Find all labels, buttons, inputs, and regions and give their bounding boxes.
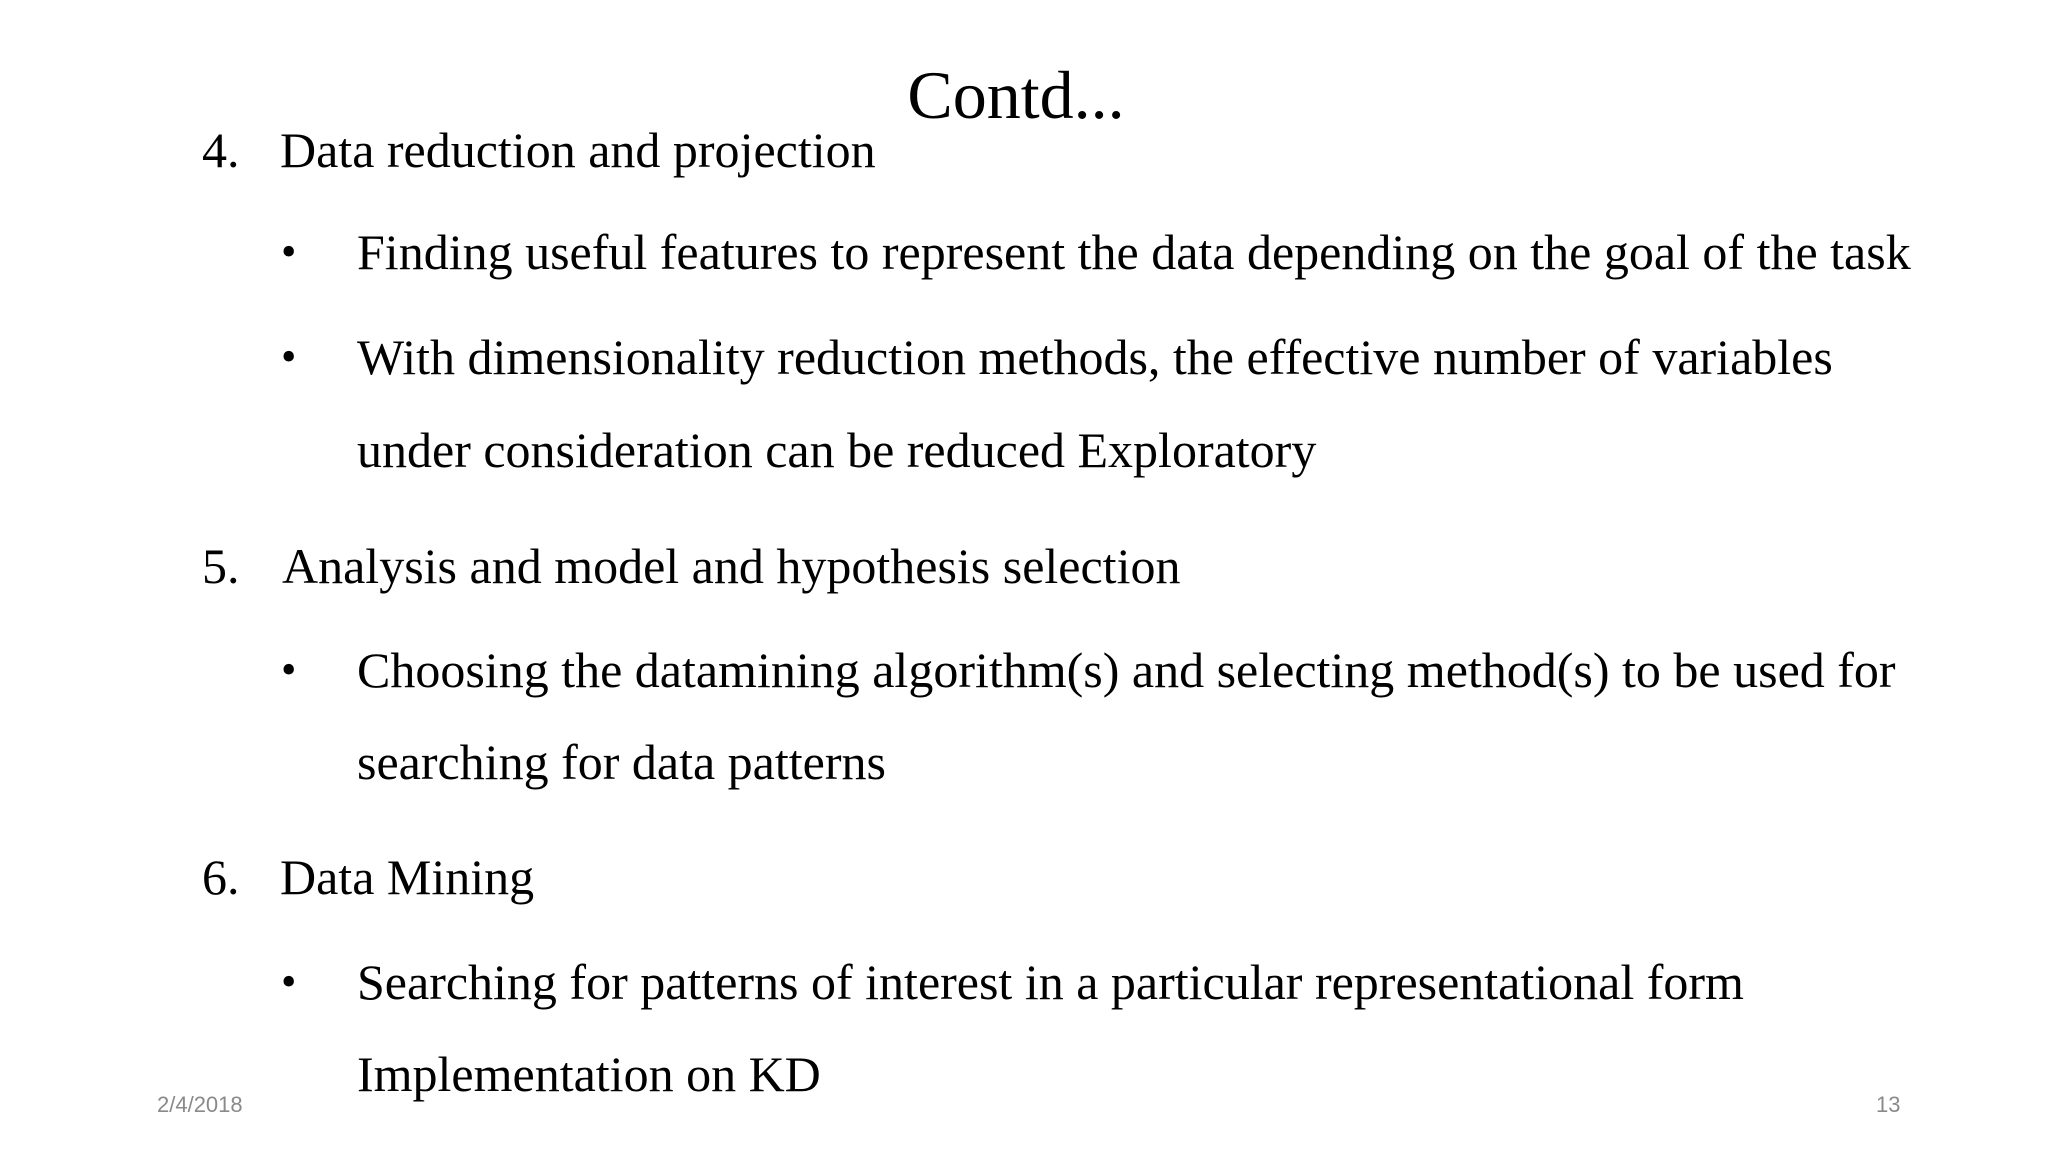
bullet-text-continuation: searching for data patterns	[357, 734, 886, 790]
bullet-text: Finding useful features to represent the data depending on the goal of the task	[357, 224, 1911, 280]
bullet-text-continuation: under consideration can be reduced Exploratory	[357, 422, 1317, 478]
list-heading-data-mining: Data Mining	[280, 849, 535, 905]
list-number-6: 6.	[202, 849, 240, 905]
footer-page-number: 13	[1876, 1092, 1901, 1117]
bullet-text: Choosing the datamining algorithm(s) and selecting method(s) to be used for	[357, 642, 1896, 698]
list-heading-analysis: Analysis and model and hypothesis selection	[282, 538, 1181, 594]
bullet-icon: •	[281, 645, 297, 694]
bullet-icon: •	[281, 957, 297, 1006]
bullet-text-continuation: Implementation on KD	[357, 1046, 821, 1102]
bullet-text: With dimensionality reduction methods, the effective number of variables	[357, 329, 1833, 385]
list-number-5: 5.	[202, 538, 240, 594]
bullet-text: Searching for patterns of interest in a particular representational form	[357, 954, 1744, 1010]
footer-date: 2/4/2018	[157, 1092, 243, 1117]
list-heading-data-reduction: Data reduction and projection	[280, 122, 876, 178]
slide-title: Contd...	[907, 57, 1125, 133]
bullet-icon: •	[281, 227, 297, 276]
list-number-4: 4.	[202, 122, 240, 178]
bullet-icon: •	[281, 332, 297, 381]
